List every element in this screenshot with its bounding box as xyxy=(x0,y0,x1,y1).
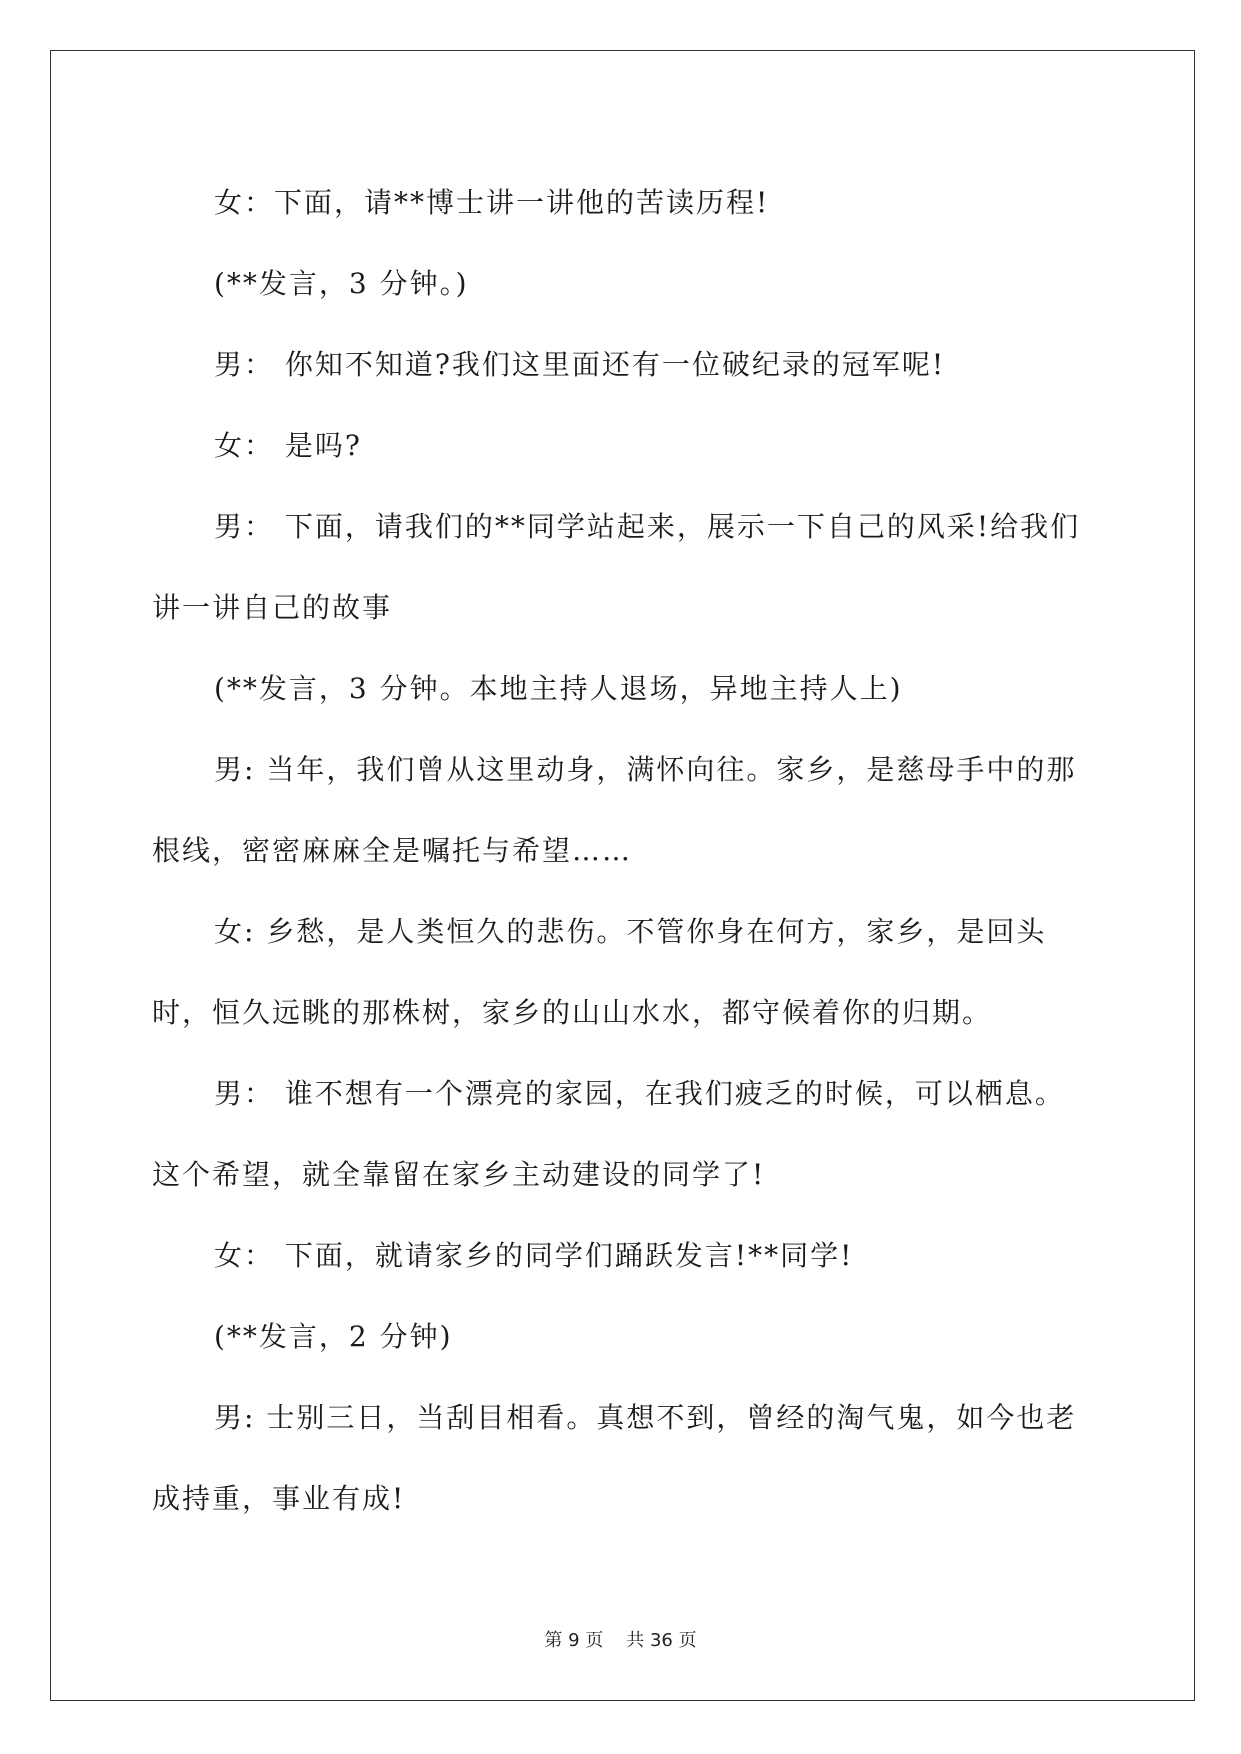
paragraph: (**发言，3 分钟。本地主持人退场，异地主持人上) xyxy=(214,672,903,705)
paragraph: 男: 当年，我们曾从这里动身，满怀向往。家乡，是慈母手中的那根线，密密麻麻全是嘱托与希望…… xyxy=(152,753,1077,867)
paragraph: (**发言，2 分钟) xyxy=(214,1320,453,1353)
paragraph: 女：下面，请**博士讲一讲他的苦读历程! xyxy=(214,186,770,219)
paragraph: 男: 士别三日，当刮目相看。真想不到，曾经的淘气鬼，如今也老成持重，事业有成! xyxy=(152,1401,1077,1515)
document-body xyxy=(152,162,1092,1539)
page-number: 第 9 页 xyxy=(544,1630,604,1651)
paragraph: 女： 下面，就请家乡的同学们踊跃发言!**同学! xyxy=(214,1239,854,1272)
page-footer xyxy=(0,1626,1241,1652)
paragraph: 男： 你知不知道?我们这里面还有一位破纪录的冠军呢! xyxy=(214,348,946,381)
paragraph: 女: 乡愁，是人类恒久的悲伤。不管你身在何方，家乡，是回头时，恒久远眺的那株树，家乡的山山水水，都守候着你的归期。 xyxy=(152,915,1047,1029)
paragraph: 男： 下面，请我们的**同学站起来，展示一下自己的风采!给我们讲一讲自己的故事 xyxy=(152,510,1081,624)
paragraph: (**发言，3 分钟。) xyxy=(214,267,469,300)
page-total: 共 36 页 xyxy=(626,1630,697,1651)
paragraph: 男： 谁不想有一个漂亮的家园，在我们疲乏的时候，可以栖息。这个希望，就全靠留在家乡主动建设的同学了! xyxy=(152,1077,1065,1191)
paragraph: 女： 是吗? xyxy=(214,429,362,462)
